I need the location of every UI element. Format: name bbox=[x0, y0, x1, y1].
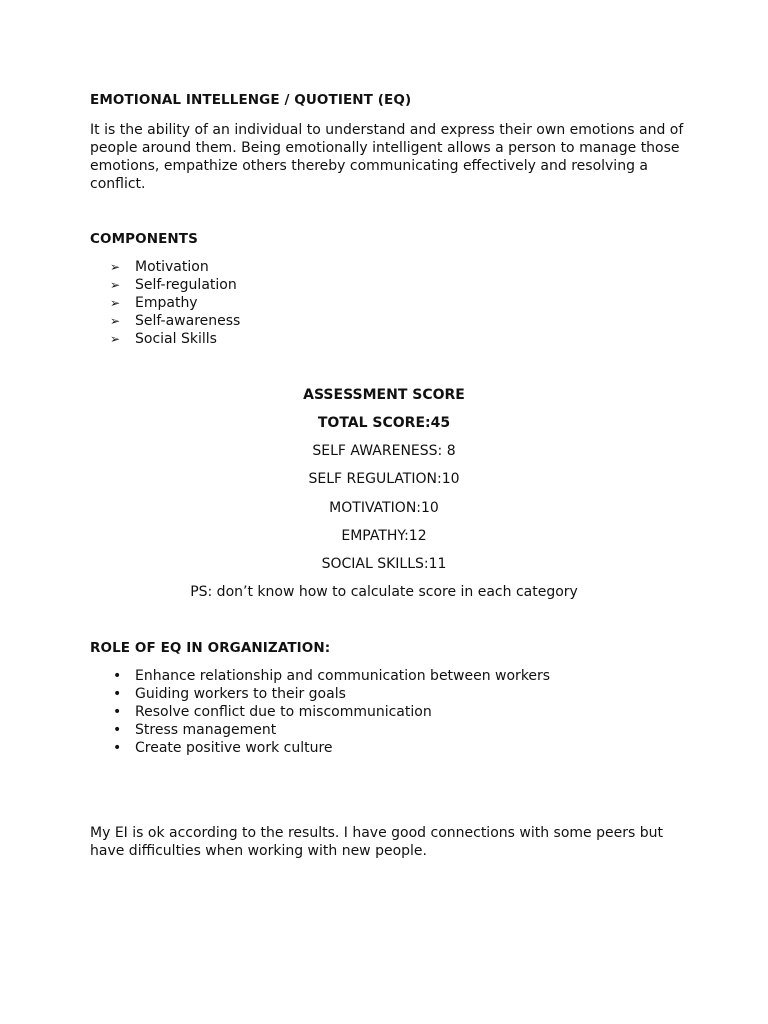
intro-paragraph bbox=[90, 121, 690, 193]
round-bullet-icon: • bbox=[113, 668, 122, 684]
intro-line: people around them. Being emotionally intelligent allows a person to manage those bbox=[90, 140, 680, 156]
arrowhead-bullet-icon: ➢ bbox=[110, 260, 121, 274]
conclusion-paragraph bbox=[90, 824, 690, 860]
list-item bbox=[110, 330, 240, 348]
component-label: Self-regulation bbox=[135, 277, 237, 293]
document-title: EMOTIONAL INTELLENGE / QUOTIENT (EQ) bbox=[90, 92, 412, 108]
round-bullet-icon: • bbox=[113, 704, 122, 720]
role-label: Guiding workers to their goals bbox=[135, 686, 346, 702]
list-item bbox=[110, 312, 240, 330]
intro-line: conflict. bbox=[90, 176, 146, 192]
intro-line: emotions, empathize others thereby communicating effectively and resolving a bbox=[90, 158, 648, 174]
component-label: Social Skills bbox=[135, 331, 217, 347]
score-line: MOTIVATION:10 bbox=[329, 500, 439, 516]
components-list bbox=[110, 258, 240, 348]
role-label: Create positive work culture bbox=[135, 740, 333, 756]
component-label: Motivation bbox=[135, 259, 209, 275]
total-score: TOTAL SCORE:45 bbox=[317, 415, 451, 431]
assessment-score-block bbox=[0, 386, 768, 601]
role-list bbox=[110, 667, 550, 757]
role-heading: ROLE OF EQ IN ORGANIZATION: bbox=[90, 640, 331, 656]
role-label: Resolve conflict due to miscommunication bbox=[135, 704, 432, 720]
role-label: Enhance relationship and communication between workers bbox=[135, 668, 551, 684]
role-label: Stress management bbox=[135, 722, 277, 738]
assessment-heading: ASSESSMENT SCORE bbox=[303, 387, 465, 403]
list-item bbox=[110, 739, 550, 757]
arrowhead-bullet-icon: ➢ bbox=[110, 332, 121, 346]
arrowhead-bullet-icon: ➢ bbox=[110, 314, 121, 328]
intro-line: It is the ability of an individual to understand and express their own emotions and of bbox=[90, 122, 684, 138]
list-item bbox=[110, 721, 550, 739]
component-label: Self-awareness bbox=[135, 313, 241, 329]
list-item bbox=[110, 703, 550, 721]
list-item bbox=[110, 685, 550, 703]
round-bullet-icon: • bbox=[113, 722, 122, 738]
conclusion-line: have difficulties when working with new people. bbox=[90, 843, 427, 859]
arrowhead-bullet-icon: ➢ bbox=[110, 296, 121, 310]
round-bullet-icon: • bbox=[113, 740, 122, 756]
arrowhead-bullet-icon: ➢ bbox=[110, 278, 121, 292]
conclusion-line: My EI is ok according to the results. I have good connections with some peers but bbox=[90, 825, 663, 841]
components-heading: COMPONENTS bbox=[90, 231, 198, 247]
score-note: PS: don’t know how to calculate score in each category bbox=[190, 584, 578, 600]
score-line: SOCIAL SKILLS:11 bbox=[321, 556, 447, 572]
score-line: EMPATHY:12 bbox=[341, 528, 427, 544]
round-bullet-icon: • bbox=[113, 686, 122, 702]
score-line: SELF AWARENESS: 8 bbox=[312, 443, 456, 459]
list-item bbox=[110, 667, 550, 685]
list-item bbox=[110, 294, 240, 312]
component-label: Empathy bbox=[135, 295, 198, 311]
list-item bbox=[110, 276, 240, 294]
list-item bbox=[110, 258, 240, 276]
score-line: SELF REGULATION:10 bbox=[308, 471, 460, 487]
